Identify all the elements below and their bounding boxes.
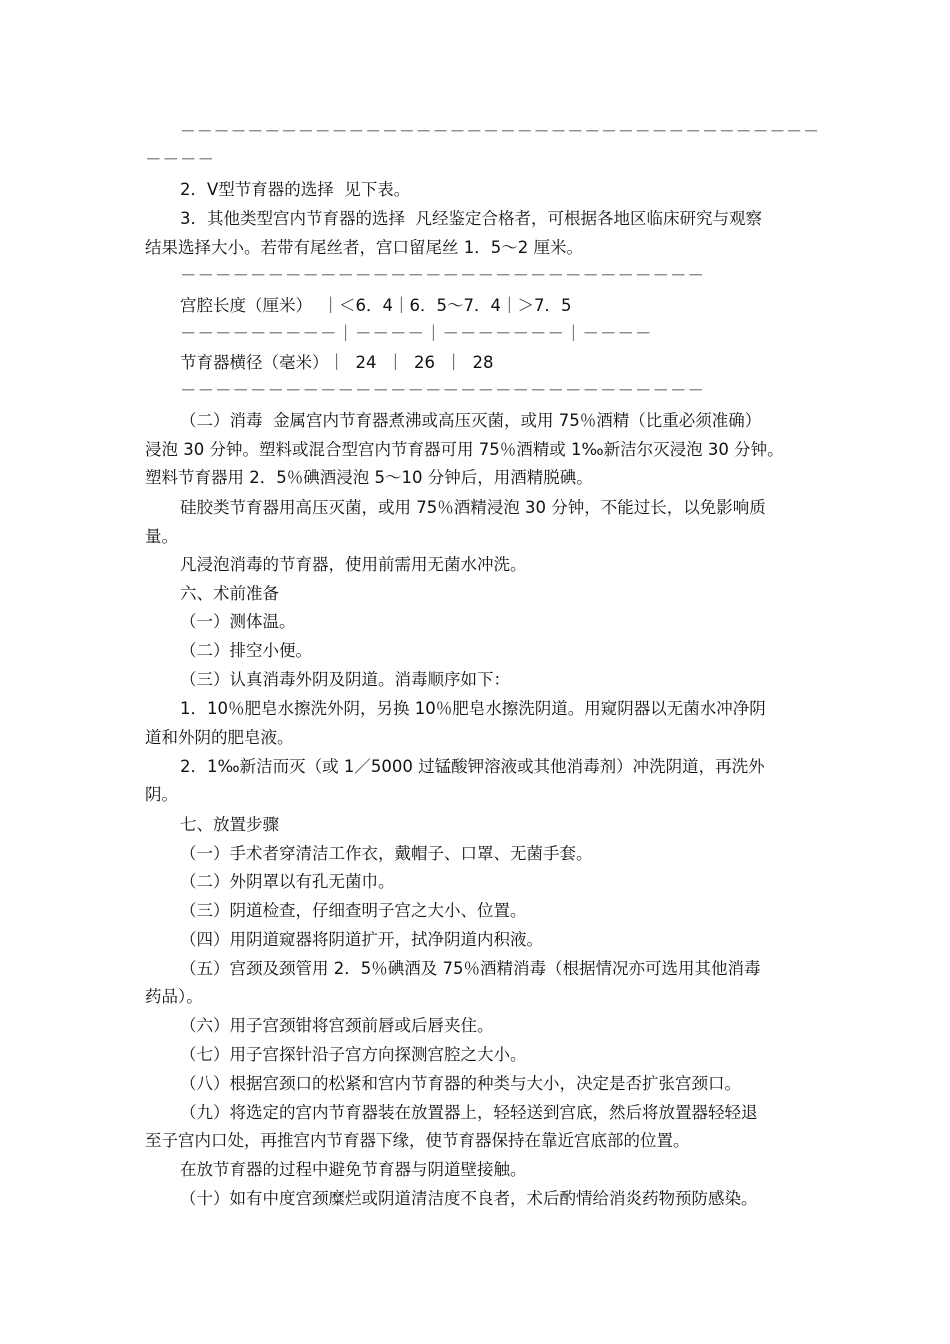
list-item: 1．10％肥皂水擦洗外阴，另换 10％肥皂水擦洗阴道。用窥阴器以无菌水冲净阴 [180,699,766,718]
list-item: 阴。 [145,785,178,804]
list-item: （二）排空小便。 [180,641,312,660]
paragraph: 凡浸泡消毒的节育器，使用前需用无菌水冲洗。 [180,555,527,574]
list-item: （三）认真消毒外阴及阴道。消毒顺序如下： [180,670,510,689]
table-row: 节育器横径（毫米）｜ 24 ｜ 26 ｜ 28 [180,353,494,372]
paragraph: 结果选择大小。若带有尾丝者，宫口留尾丝 1．5～2 厘米。 [145,238,583,257]
section-heading: 七、放置步骤 [180,815,279,834]
paragraph: 塑料节育器用 2．5％碘酒浸泡 5～10 分钟后，用酒精脱碘。 [145,468,593,487]
list-item: （二）外阴罩以有孔无菌巾。 [180,872,395,891]
list-item: （八）根据宫颈口的松紧和宫内节育器的种类与大小，决定是否扩张宫颈口。 [180,1074,741,1093]
list-item: 2．1‰新洁而灭（或 1／5000 过锰酸钾溶液或其他消毒剂）冲洗阴道，再洗外 [180,757,765,776]
paragraph: 在放节育器的过程中避免节育器与阴道壁接触。 [180,1160,527,1179]
list-item: （四）用阴道窥器将阴道扩开，拭净阴道内积液。 [180,930,543,949]
list-item: 药品）。 [145,987,203,1006]
paragraph: （二）消毒 金属宫内节育器煮沸或高压灭菌，或用 75％酒精（比重必须准确） [180,411,762,430]
list-item: （五）宫颈及颈管用 2．5％碘酒及 75％酒精消毒（根据情况亦可选用其他消毒 [180,959,761,978]
list-item: （九）将选定的宫内节育器装在放置器上，轻轻送到宫底，然后将放置器轻轻退 [180,1103,758,1122]
table-rule-mid: －－－－－－－－－｜－－－－｜－－－－－－－｜－－－－ [180,324,653,343]
paragraph: 量。 [145,527,178,546]
paragraph: 浸泡 30 分钟。塑料或混合型宫内节育器可用 75％酒精或 1‰新洁尔灭浸泡 30 分钟。 [145,440,784,459]
list-item: （一）手术者穿清洁工作衣，戴帽子、口罩、无菌手套。 [180,844,593,863]
list-item: 道和外阴的肥皂液。 [145,728,294,747]
dash-rule: －－－－－－－－－－－－－－－－－－－－－－－－－－－－－－－－－－－－－－ [180,122,820,141]
paragraph: 2．V型节育器的选择 见下表。 [180,180,411,199]
section-heading: 六、术前准备 [180,584,279,603]
list-item: （三）阴道检查，仔细查明子宫之大小、位置。 [180,901,527,920]
paragraph: 硅胶类节育器用高压灭菌，或用 75％酒精浸泡 30 分钟，不能过长，以免影响质 [180,498,766,517]
list-item: 至子宫内口处，再推宫内节育器下缘，使节育器保持在靠近宫底部的位置。 [145,1131,690,1150]
list-item: （七）用子宫探针沿子宫方向探测宫腔之大小。 [180,1045,527,1064]
paragraph: 3．其他类型宫内节育器的选择 凡经鉴定合格者，可根据各地区临床研究与观察 [180,209,762,228]
list-item: （六）用子宫颈钳将宫颈前唇或后唇夹住。 [180,1016,494,1035]
table-row: 宫腔长度（厘米） ｜＜6．4｜6．5～7．4｜＞7．5 [180,296,572,315]
list-item: （一）测体温。 [180,612,296,631]
table-rule-bottom: －－－－－－－－－－－－－－－－－－－－－－－－－－－－－－ [180,381,705,400]
dash-rule: －－－－ [145,150,215,169]
list-item: （十）如有中度宫颈糜烂或阴道清洁度不良者，术后酌情给消炎药物预防感染。 [180,1189,758,1208]
table-rule-top: －－－－－－－－－－－－－－－－－－－－－－－－－－－－－－ [180,266,705,285]
